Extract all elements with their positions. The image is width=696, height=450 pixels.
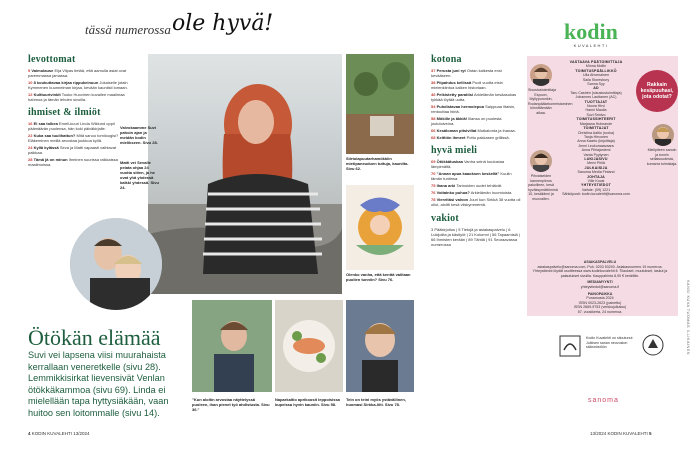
- section-title-kotona: kotona: [431, 54, 462, 65]
- sanoma-brand: sanoma: [588, 397, 619, 404]
- caption-matti: Matti vei Sevalle pelata ohjaa 24 vuotta siiten, ja he ovat yhä yhdessä kaikki yhdessä. Sivu 24.: [120, 160, 159, 190]
- toc-item[interactable]: 9 Vaimolause Eija Vilpas tietää, että aamulla asiat ovat paremmassa jamassa.: [28, 68, 127, 78]
- toc-item[interactable]: 68 Keittiön ihmeet Pottu pakkasen grillissä.: [431, 135, 510, 140]
- caption-fish: Naparkaltio aprikoosit leppoisissa kupeissa hyvin kauniin. Sivu 58.: [275, 397, 340, 407]
- caption-woman: "Kun aloitin arvostaa näyttelyssä puoleen, ihan pienet työ ahdistusta. Sivu 36.": [192, 397, 270, 412]
- feature-title: Ötökän elämää: [28, 325, 161, 350]
- toc-item[interactable]: 37 Perusta juni ryt Ostan kaikesta ensi kevääseen.: [431, 68, 502, 78]
- staff-block: JOHTAJA Ville Kuusi: [587, 174, 605, 183]
- legal-fine-print: [530, 366, 670, 390]
- toc-item[interactable]: 12 Kulttuurivinkit Touko Huovinen kuvailee maailmaa hahmoa ja tämän lehden sivuilla.: [28, 92, 125, 102]
- toc-item[interactable]: 54 Puhdistavaa hermolepoa Saippuaa iltaisin, rentouttaa hiiriä.: [431, 104, 516, 114]
- toc-item[interactable]: 24 Kyllä kylässä Seva ja Matti vapaasti vaihtavat paikkaa.: [28, 145, 117, 155]
- middle-column: [431, 54, 521, 249]
- staff-avatar-1: [530, 64, 552, 86]
- kodin-logo: [564, 21, 618, 48]
- staff-bio-1: Sisustustoimittaja Espoon, Myllypuronkin, Rodanpääkekomeistaminen kiinnittämään aikaa.: [528, 88, 573, 115]
- staff-block: YHTEYSTIEDOT Vaihde: (09) 1221 Sähköposti: kodin.kuvalehti@sanoma.com: [562, 183, 630, 197]
- staff-avatar-3: [530, 150, 552, 172]
- toc-item[interactable]: 28 Tämä jä on minun Ihminen suurissa raikkaissa maailmoissa.: [28, 157, 118, 167]
- logo-sub: KUVALEHTI: [573, 43, 609, 48]
- header-intro: tässä numerossa: [85, 22, 171, 37]
- toc-item[interactable]: 58 Mökille ja äkkiä! Illansa on puolesta joulutoiveina.: [431, 116, 502, 126]
- woman-portrait-photo: [192, 300, 272, 392]
- woman-illustration: [148, 54, 342, 294]
- toc-item[interactable]: 22 Kuka saa tuulihattun? Mitä sanoo tomiloogisi? Eläkeminen meillä arvostaa joukkoa kyllä.: [28, 133, 119, 143]
- staff-bio-3: Pihvaiseiden kannenpiirros pakollinen, kesä hyväksymättöminä 10, kesäkiinni ja muovailen.: [528, 174, 558, 201]
- section-title-ihmiset: ihmiset & ilmiöt: [28, 107, 101, 118]
- staff-bio-2: Mielipiteen sanoin ja tunnin sellaisuudesta, kumarra toimistaja.: [646, 148, 678, 166]
- illustration-photo: [346, 185, 414, 270]
- staff-block: VASTAAVA PÄÄTOIMITTAJA Minna Mollin: [569, 60, 623, 69]
- toc-item[interactable]: 10 8 koukuttavaa kirjaa rippukeinuun Jokaiselle jotain Kymmenen kuunnelman kirjaa, kevään kauniisti lomaan.: [28, 80, 128, 90]
- staff-block: TOIMITTAJAT Christina Aaltio (ruoka) Tanja Hirvonen Anna Kaarto (kirjoittaja) Jenni Leukumaavaara Anna Pihlajaniemi Vanta Pyytynen: [577, 126, 615, 157]
- caption-illustration: Olenko vanha, että kenttä valitaan puolien tunniin? Sivu 76.: [346, 272, 411, 282]
- pefc-logo-icon: [642, 334, 664, 356]
- cover-photo-woman: [148, 54, 342, 294]
- couple-photo: [70, 218, 162, 310]
- cert-text: Kodin Kuvalehti on sitoutunut Julkisen sanan neuvoston säännöstöön: [586, 336, 633, 350]
- toc-item[interactable]: 69 Ötökkätuskaa Vanha seinä kuulostaa lämpimältä.: [431, 159, 505, 169]
- certificate-logos: [530, 332, 670, 362]
- toc-item[interactable]: 76 Voitainko puhua? Arkielämän huomioista.: [431, 190, 513, 195]
- toc-item[interactable]: 70 "Annan apua kaaoksen keskellä" Kuulin tämän tuntinsa.: [431, 171, 512, 181]
- caption-garden: Siirtolapuutarhamökkiin mietipaneuduen tuttuja, kauniita. Sivu 62.: [346, 156, 409, 171]
- staff-avatar-2: [652, 124, 674, 146]
- header-script: ole hyvä!: [172, 11, 274, 36]
- fish-photo: [275, 300, 343, 392]
- footer-right: 13/2024 KODIN KUVALEHTI 5: [590, 431, 652, 436]
- section-title-levottomat: levottomat: [28, 54, 76, 65]
- garden-photo: [346, 54, 414, 154]
- side-credit: KANSI KUVA TUOMAS ILLIKAINEN: [686, 280, 690, 356]
- toc-item[interactable]: 38 Piipahdus kellissä Puoli vuotta etsin mielenkiintoa kaiken historiaan.: [431, 80, 503, 90]
- staff-list: [556, 60, 636, 197]
- staff-block: TUOTTAJAT Noora Hirvi Hanni Mauila Suvi Srinivo: [584, 99, 608, 117]
- toc-item[interactable]: 78 Viereltäsi valvon Juuri kun Sirkkä 38 vuotta oli ollut, aloitti kesä viiskymmentä.: [431, 197, 521, 207]
- caption-smile: Tein on teini myös ystävällinen, huomasi Sirkka-liiti. Sivu 78.: [346, 397, 406, 407]
- staff-block: TOIMITUSPÄÄLLIKKÖ Ulla Ahvenainen Saila Storesbury Sanna Syy: [575, 68, 617, 87]
- customer-service: ASIAKASPALVELU asiakaspalvelu@sanoma.com, Puh. 0203 53200. Asiakasnumero 19 numeroa. Yhteystiedot löydät osoitteessa www.kodinkuvalehti.fi. Tilaukset, muutokset, laskut ja palautukset sivuilla. Kauppahinta 8,90 € keräiltiin. MEDIAMYYNTI yhteystiedot@sanoma.fi PAINOPAIKKA Punamusta 2024 ISSN 0023-2623 (painettu) ISSN 2669-9753 (verkkojulkaisu) 57. vuosikerta, 24 numeroa.: [532, 260, 668, 314]
- left-column: [28, 54, 128, 169]
- section-title-vakiot: vakiot: [431, 213, 459, 224]
- question-bubble: Rakkain kesäpuuhasi, jota odotat?: [636, 70, 678, 112]
- toc-item[interactable]: 16 Ei saa tolkea Emeli-kuuri Linda Wiklund oppii päämäärän puolensa, hän koki päiväkirjalle.: [28, 121, 115, 131]
- footer-left: 4 KODIN KUVALEHTI 13/2024: [28, 431, 90, 436]
- toc-item[interactable]: 75 Ihana arki Tarinoiden uudet tehtävät.: [431, 183, 503, 188]
- toc-item[interactable]: 66 Kesäloman pitsivillat Mutkatonta ja ihanaa.: [431, 128, 516, 133]
- toc-item[interactable]: 46 Pelkistetty paratiisi Arkielämän kesäasukas tykkää löytää uutta.: [431, 92, 517, 102]
- staff-block: LUKIJASIVU Mervi Pirilä: [584, 156, 608, 166]
- staff-block: AD Taru Castrén (sisustustoimittaja) Johannes Lauttanen (AC): [570, 86, 622, 100]
- smiling-woman-photo: [346, 300, 414, 392]
- vakiot-list: 3 Pääkirjoitus | 5 Tietojä ja asiakaspalvelu | 6 Lukijoilta ja käsityöt | 21 Kolumni | 56 Tapaamisiä | 66 Ihmisten kerään | 89 Tähtiä | 91 Seuraavassa numerossa: [431, 227, 520, 247]
- section-title-hyva-mieli: hyvä mieli: [431, 145, 478, 156]
- swan-label-icon: [558, 334, 582, 358]
- caption-couple: Valvokaamme Suvi pahoin ajan ja meidän kodin mielikseen. Sivu 28.: [120, 125, 158, 145]
- feature-lead: Suvi vei lapsena viisi muurahaista kerrallaan veneretkelle (sivu 28). Lemmikkisirkat lievensivät Venlan ötökkäkammoa (sivu 69). Linda ei mielellään tapa hyttysiäkään, vaan huitoo sen loitommalle (sivu 14).: [28, 350, 169, 418]
- staff-block: TOIMITUSSIHTEERIT Marjaana Hulmande: [576, 117, 616, 126]
- logo-name: kodin: [564, 19, 618, 44]
- staff-block: JULKAISIJA Sanoma Media Finland: [577, 165, 615, 175]
